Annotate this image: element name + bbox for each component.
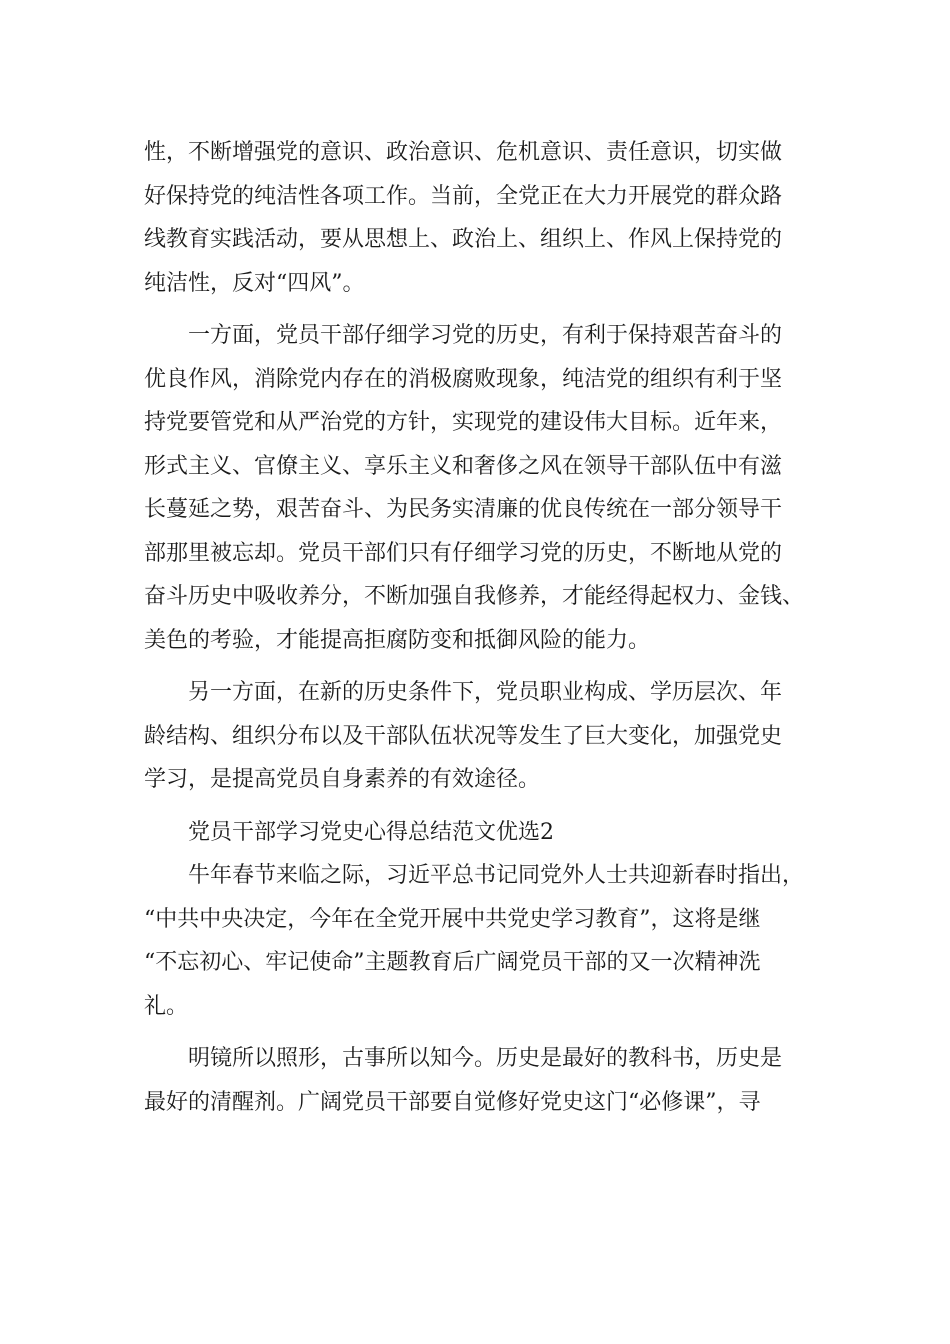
- section-heading: 党员干部学习党史心得总结范文优选2: [144, 819, 554, 845]
- text-line: 线教育实践活动，要从思想上、政治上、组织上、作风上保持党的: [144, 227, 783, 252]
- document-body: [144, 131, 809, 1124]
- text-line: 奋斗历史中吸收养分，不断加强自我修养，才能经得起权力、金钱、: [144, 584, 805, 609]
- text-line: “不忘初心、牢记使命”主题教育后广阔党员干部的又一次精神洗: [144, 950, 761, 975]
- text-line: “中共中央决定，今年在全党开展中共党史学习教育”，这将是继: [144, 906, 761, 932]
- text-line: 另一方面，在新的历史条件下，党员职业构成、学历层次、年: [144, 680, 783, 705]
- text-line: 学习，是提高党员自身素养的有效途径。: [144, 767, 541, 792]
- text-line: 纯洁性，反对“四风”。: [144, 270, 365, 296]
- text-line: 牛年春节来临之际，习近平总书记同党外人士共迎新春时指出，: [144, 863, 805, 888]
- text-line: 性，不断增强党的意识、政治意识、危机意识、责任意识，切实做: [144, 140, 783, 165]
- text-line: 美色的考验，才能提高拒腐防变和抵御风险的能力。: [144, 627, 651, 653]
- text-line: 持党要管党和从严治党的方针，实现党的建设伟大目标。近年来，: [144, 410, 783, 435]
- text-line: 明镜所以照形，古事所以知今。历史是最好的教科书，历史是: [144, 1046, 783, 1071]
- text-line: 长蔓延之势，艰苦奋斗、为民务实清廉的优良传统在一部分领导干: [144, 497, 783, 522]
- text-line: 一方面，党员干部仔细学习党的历史，有利于保持艰苦奋斗的: [144, 323, 783, 348]
- text-line: 礼。: [144, 993, 189, 1019]
- text-line: 形式主义、官僚主义、享乐主义和奢侈之风在领导干部队伍中有滋: [144, 453, 783, 479]
- text-line: 部那里被忘却。党员干部们只有仔细学习党的历史，不断地从党的: [144, 540, 783, 566]
- text-line: 好保持党的纯洁性各项工作。当前，全党正在大力开展党的群众路: [144, 183, 783, 209]
- text-line: 龄结构、组织分布以及干部队伍状况等发生了巨大变化，加强党史: [144, 723, 783, 749]
- text-line: 优良作风，消除党内存在的消极腐败现象，纯洁党的组织有利于坚: [144, 366, 783, 392]
- text-line: 最好的清醒剂。广阔党员干部要自觉修好党史这门“必修课”，寻: [144, 1089, 761, 1115]
